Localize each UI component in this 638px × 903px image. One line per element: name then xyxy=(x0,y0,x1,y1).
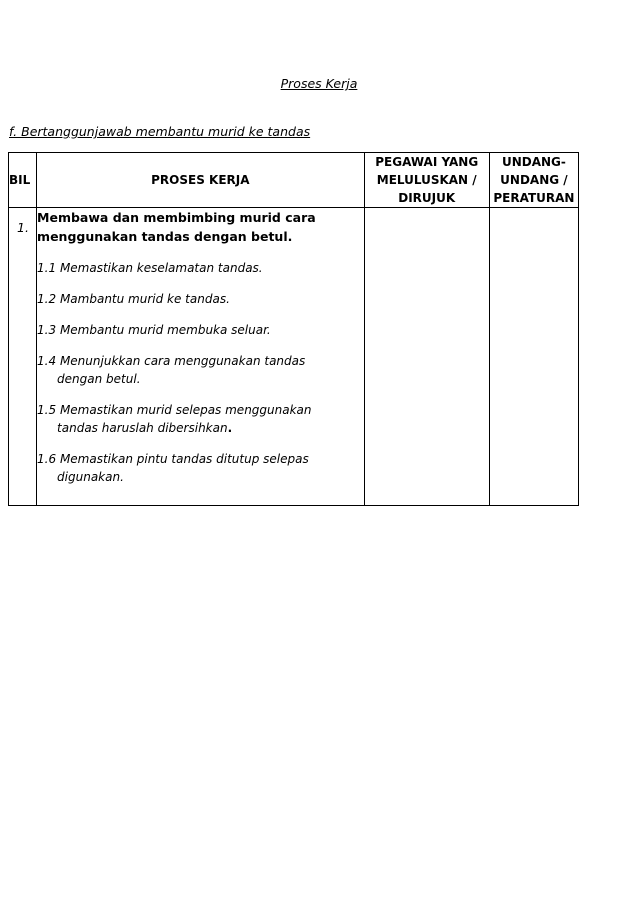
table-row xyxy=(9,208,579,506)
row-bil-cell xyxy=(9,208,37,506)
undang-cell xyxy=(489,208,578,506)
row-number: 1. xyxy=(17,220,29,235)
header-pegawai xyxy=(364,153,489,208)
sub-step xyxy=(37,259,337,277)
main-step xyxy=(37,208,364,246)
main-step-line: menggunakan tandas dengan betul. xyxy=(37,229,293,244)
table-header-row xyxy=(9,153,579,208)
header-bil: BIL xyxy=(9,153,37,208)
header-pegawai-line: PEGAWAI YANG xyxy=(375,155,479,169)
section-title: f. Bertanggunjawab membantu murid ke tandas xyxy=(9,124,311,139)
sub-step-text: 1.5 Memastikan murid selepas menggunakan xyxy=(37,403,312,417)
sub-step xyxy=(37,401,337,437)
main-step-line: Membawa dan membimbing murid cara xyxy=(37,210,316,225)
sub-step xyxy=(37,321,337,339)
process-cell xyxy=(37,208,365,506)
header-proses-kerja: PROSES KERJA xyxy=(37,153,365,208)
header-pegawai-line: MELULUSKAN / xyxy=(376,173,477,187)
sub-step xyxy=(37,290,337,308)
header-undang-line: UNDANG / xyxy=(500,173,568,187)
sub-step-text: 1.3 Membantu murid membuka seluar. xyxy=(37,323,271,337)
work-process-table xyxy=(8,152,579,506)
sub-step xyxy=(37,450,337,486)
sub-step-continuation: digunakan. xyxy=(57,470,124,484)
pegawai-cell xyxy=(364,208,489,506)
sub-step-continuation xyxy=(37,419,337,437)
sub-step-text: 1.1 Memastikan keselamatan tandas. xyxy=(37,261,263,275)
header-undang-line: UNDANG- xyxy=(501,155,566,169)
page-title: Proses Kerja xyxy=(280,76,358,91)
header-undang xyxy=(489,153,578,208)
bold-period: . xyxy=(227,421,233,435)
header-pegawai-line: DIRUJUK xyxy=(398,191,456,205)
sub-step xyxy=(37,352,337,388)
sub-step-continuation-text: tandas haruslah dibersihkan xyxy=(57,421,228,435)
header-undang-line: PERATURAN xyxy=(493,191,575,205)
sub-step-text: 1.4 Menunjukkan cara menggunakan tandas xyxy=(37,354,306,368)
sub-step-text: 1.6 Memastikan pintu tandas ditutup selepas xyxy=(37,452,309,466)
sub-step-text: 1.2 Mambantu murid ke tandas. xyxy=(37,292,230,306)
sub-step-continuation: dengan betul. xyxy=(57,372,141,386)
